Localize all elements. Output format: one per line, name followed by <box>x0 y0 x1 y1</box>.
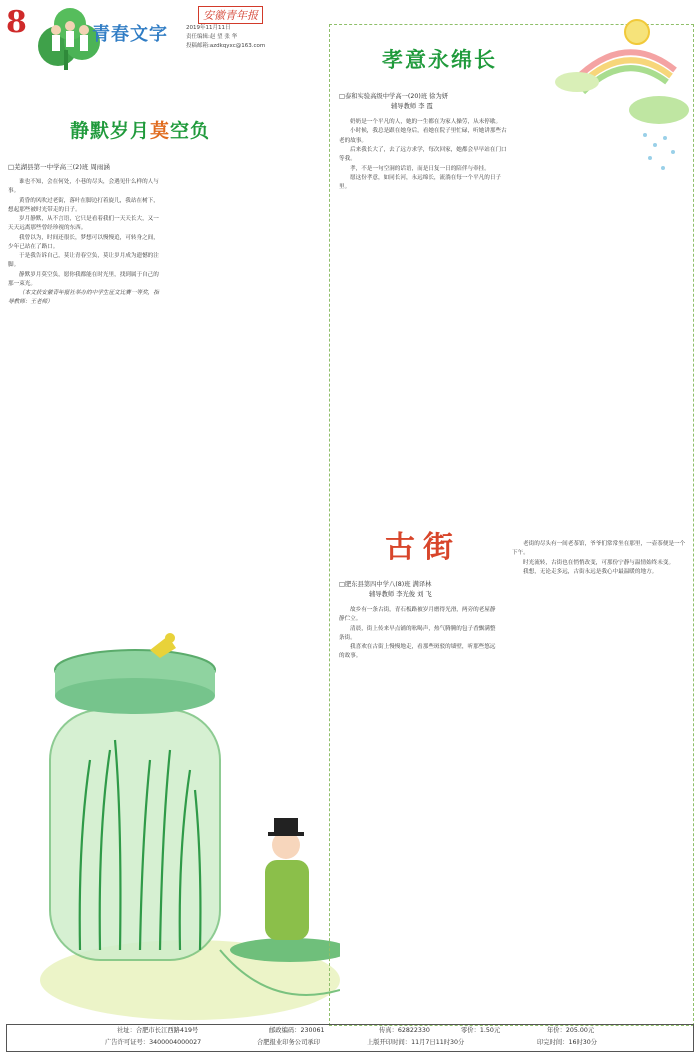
paragraph: 愿这份孝意，如同长河，永远绵长，流淌在每一个平凡的日子里。 <box>339 175 502 191</box>
gujie-article-body-column <box>512 540 690 1010</box>
paragraph: 故乡有一条古街，青石板路被岁月磨得光滑，两旁的老屋静静伫立。 <box>339 607 496 623</box>
left-article-byline: □芜湖县第一中学高三(2)班 周雨涵 <box>8 163 110 171</box>
footer-print-time: 上版开印时间：11月7日11时30分 <box>367 1039 465 1046</box>
paragraph: 我想，无论走多远，古街永远是我心中最温暖的地方。 <box>523 568 658 575</box>
page-number: 8 <box>6 5 27 40</box>
glass-jar-illustration <box>10 590 340 1020</box>
masthead-meta <box>186 24 265 51</box>
paragraph: 我曾以为，时间还很长，梦想可以慢慢追，可转身之间，少年已站在了路口。 <box>8 234 159 250</box>
xiaoyi-byline <box>339 92 448 112</box>
editors: 责任编辑:赵 望 张 华 <box>186 34 238 40</box>
issue-date: 2019年11月11日 <box>186 25 231 31</box>
paragraph: 小时候，我总是跟在她身后，看她在院子里忙碌，听她讲那些古老的故事。 <box>339 128 507 144</box>
masthead <box>0 0 330 70</box>
paper-name: 安徽青年报 <box>198 6 263 24</box>
teacher-line: 辅导教师 李光俊 刘 飞 <box>369 591 432 598</box>
left-article-title <box>70 116 210 143</box>
paragraph: 奶奶是一个平凡的人，她的一生都在为家人操劳，从未停歇。 <box>350 119 502 125</box>
xiaoyi-article-body <box>339 118 691 538</box>
footer-finish-time: 印完时间：16时30分 <box>537 1039 598 1046</box>
paragraph: 岁月静默，从不言语，它只是看着我们一天天长大，又一天天远离那些曾经珍视的东西。 <box>8 216 159 232</box>
paragraph: 于是我告诉自己，莫让青春空负，莫让岁月成为遗憾的注脚。 <box>8 253 159 269</box>
title-part-b: 空负 <box>170 120 211 142</box>
footer-unit-price: 零价：1.50元 <box>461 1027 501 1034</box>
footer-postcode: 邮政编码：230061 <box>269 1027 325 1034</box>
paragraph: 时光流转，古街也在悄悄改变，可那份宁静与温情始终未变。 <box>523 559 675 566</box>
title-part-a: 静默岁月 <box>70 120 151 142</box>
author-line: □泰和实验高级中学高一(20)班 徐为妍 <box>339 93 449 100</box>
paragraph: 静默岁月莫空负，愿你我都能在时光里，找到属于自己的那一束光。 <box>8 271 159 287</box>
left-article-body <box>8 178 324 573</box>
paragraph: 后来我长大了，去了远方求学，每次回家，她都会早早站在门口等我。 <box>339 147 507 163</box>
paragraph: 老街的尽头有一间老茶馆，爷爷们常常坐在那里，一壶茶便是一个下午。 <box>512 541 686 557</box>
gujie-article-title: 古街 <box>385 530 461 565</box>
teacher-line: 辅导教师 李 霞 <box>391 103 433 110</box>
footer-info-box <box>6 1024 694 1052</box>
footer-printer: 合肥报业印务公司承印 <box>257 1039 320 1046</box>
editor-note: （本文获安徽青年报社举办的中学生征文比赛一等奖，指导教师：王老师） <box>8 290 159 306</box>
paragraph: 孝，不是一句空洞的话语，而是日复一日的陪伴与牵挂。 <box>350 165 490 172</box>
author-line: □肥东县第四中学八(8)班 满译林 <box>339 581 432 588</box>
paragraph: 黄昏的风吹过老街，落叶在脚边打着旋儿，我站在树下，想起那些被时光带走的日子。 <box>8 197 159 213</box>
footer-fax: 传真：62822330 <box>379 1027 430 1034</box>
paragraph: 清晨，街上传来早点铺的吆喝声，热气腾腾的包子香飘满整条街。 <box>339 625 496 641</box>
gujie-byline <box>339 580 432 600</box>
gujie-article-body <box>339 606 501 816</box>
footer-ad-license: 广告许可证号：3400004000027 <box>105 1039 202 1046</box>
section-title: 青春文字 <box>92 24 168 45</box>
footer-address: 社址：合肥市长江西路419号 <box>117 1027 199 1034</box>
submission-email: 投稿邮箱:azdkqyxc@163.com <box>186 43 266 49</box>
paragraph: 我喜欢在古街上慢慢地走，看那些斑驳的墙壁，听那些悠远的故事。 <box>339 644 496 660</box>
paragraph: 谁也不知，会在何处，小巷的尽头，会遇见什么样的人与事。 <box>8 179 159 195</box>
xiaoyi-article-title: 孝意永绵长 <box>382 47 497 72</box>
footer-annual-price: 年价：205.00元 <box>547 1027 595 1034</box>
title-highlight: 莫 <box>150 120 171 142</box>
